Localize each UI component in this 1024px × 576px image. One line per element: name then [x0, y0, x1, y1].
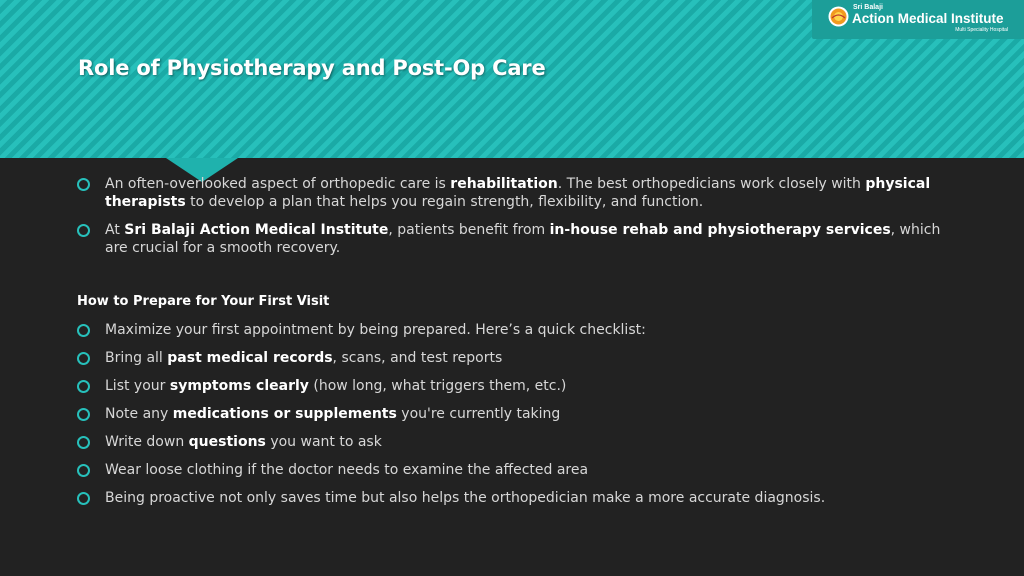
section-heading: How to Prepare for Your First Visit	[77, 294, 330, 309]
slide-content	[77, 175, 957, 507]
checklist-item: Being proactive not only saves time but also helps the orthopedician make a more accurate diagnosis.	[77, 489, 957, 507]
intro-bullet-in-house-rehab: At Sri Balaji Action Medical Institute, patients benefit from in-house rehab and physiotherapy services, which are crucial for a smooth recovery.	[77, 221, 957, 257]
sun-emblem-icon	[828, 6, 849, 27]
hospital-logo	[812, 0, 1024, 39]
hollow-circle-bullet-icon	[77, 492, 90, 505]
intro-bullet-rehabilitation: An often-overlooked aspect of orthopedic care is rehabilitation. The best orthopedicians work closely with physical therapists to develop a plan that helps you regain strength, flexibility, and function.	[77, 175, 957, 211]
checklist-item: Bring all past medical records, scans, and test reports	[77, 349, 957, 367]
hollow-circle-bullet-icon	[77, 224, 90, 237]
hollow-circle-bullet-icon	[77, 464, 90, 477]
logo-top-text: Sri Balaji	[853, 4, 883, 11]
hollow-circle-bullet-icon	[77, 408, 90, 421]
checklist-item: Wear loose clothing if the doctor needs to examine the affected area	[77, 461, 957, 479]
checklist-item: Maximize your first appointment by being prepared. Here’s a quick checklist:	[77, 321, 957, 339]
hollow-circle-bullet-icon	[77, 380, 90, 393]
checklist-item: Write down questions you want to ask	[77, 433, 957, 451]
hollow-circle-bullet-icon	[77, 178, 90, 191]
hollow-circle-bullet-icon	[77, 352, 90, 365]
hollow-circle-bullet-icon	[77, 436, 90, 449]
checklist-item: Note any medications or supplements you're currently taking	[77, 405, 957, 423]
checklist-item: List your symptoms clearly (how long, what triggers them, etc.)	[77, 377, 957, 395]
hollow-circle-bullet-icon	[77, 324, 90, 337]
slide-title: Role of Physiotherapy and Post-Op Care	[78, 56, 546, 80]
logo-main-text: Action Medical Institute	[852, 11, 1004, 26]
logo-sub-text: Multi Speciality Hospital	[955, 27, 1008, 33]
